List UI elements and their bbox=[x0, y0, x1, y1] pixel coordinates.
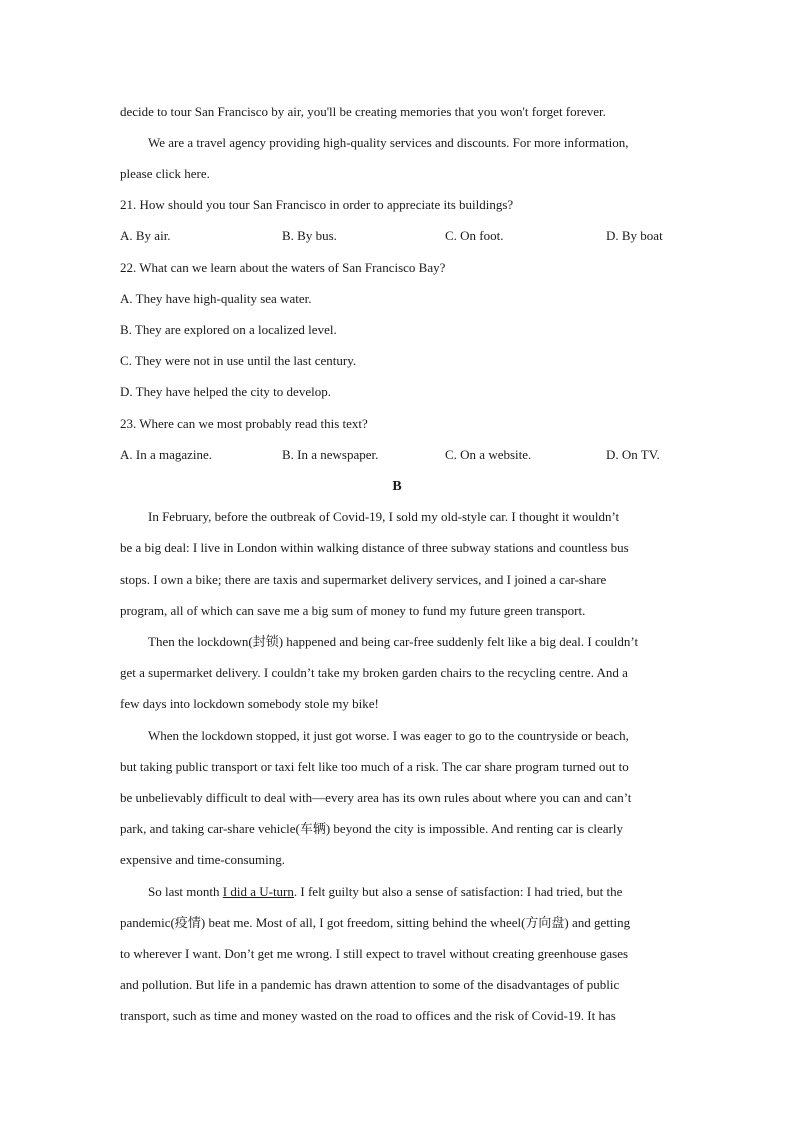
passage-b-line: Then the lockdown(封锁) happened and being car-free suddenly felt like a big deal. I couldn’t bbox=[148, 634, 639, 649]
passage-b-line: In February, before the outbreak of Covid-19, I sold my old-style car. I thought it wouldn’t bbox=[148, 509, 620, 524]
section-heading: B bbox=[392, 479, 402, 494]
passage-b-line: When the lockdown stopped, it just got worse. I was eager to go to the countryside or beach, bbox=[148, 728, 629, 743]
passage-b-line: but taking public transport or taxi felt like too much of a risk. The car share program turned out to bbox=[120, 759, 629, 774]
passage-b-line: park, and taking car-share vehicle(车辆) beyond the city is impossible. And renting car is clearly bbox=[120, 821, 623, 836]
passage-b-line: and pollution. But life in a pandemic has drawn attention to some of the disadvantages of public bbox=[120, 977, 620, 992]
option-c: C. On foot. bbox=[445, 228, 504, 243]
option-b: B. They are explored on a localized level. bbox=[120, 322, 337, 337]
passage-b-line: be unbelievably difficult to deal with—every area has its own rules about where you can and can’t bbox=[120, 790, 632, 805]
passage-b-line: expensive and time-consuming. bbox=[120, 852, 285, 867]
option-a: A. In a magazine. bbox=[120, 447, 213, 462]
passage-b-line bbox=[148, 883, 708, 901]
passage-b-line: get a supermarket delivery. I couldn’t take my broken garden chairs to the recycling centre. And a bbox=[120, 665, 628, 680]
passage-b-line: pandemic(疫情) beat me. Most of all, I got freedom, sitting behind the wheel(方向盘) and getting bbox=[120, 915, 631, 930]
passage-b-line: be a big deal: I live in London within walking distance of three subway stations and countless bus bbox=[120, 540, 629, 555]
option-a: A. They have high-quality sea water. bbox=[120, 291, 312, 306]
passage-b-line: to wherever I want. Don’t get me wrong. I still expect to travel without creating greenhouse gases bbox=[120, 946, 629, 961]
passage-b-line: stops. I own a bike; there are taxis and supermarket delivery services, and I joined a car-share bbox=[120, 572, 607, 587]
passage-a-line: please click here. bbox=[120, 166, 210, 181]
option-d: D. By boat bbox=[606, 228, 663, 243]
passage-b-line: program, all of which can save me a big sum of money to fund my future green transport. bbox=[120, 603, 586, 618]
underlined-phrase: I did a U-turn bbox=[222, 884, 294, 899]
option-d: D. They have helped the city to develop. bbox=[120, 384, 331, 399]
question-23-stem: 23. Where can we most probably read this text? bbox=[120, 416, 368, 431]
passage-a-line: decide to tour San Francisco by air, you'll be creating memories that you won't forget forever. bbox=[120, 104, 606, 119]
option-d: D. On TV. bbox=[606, 447, 660, 462]
text-run: . I felt guilty but also a sense of satisfaction: I had tried, but the bbox=[293, 884, 623, 899]
question-21-options bbox=[120, 227, 680, 245]
question-23-options bbox=[120, 446, 680, 464]
question-22-stem: 22. What can we learn about the waters of San Francisco Bay? bbox=[120, 260, 446, 275]
passage-b-line: few days into lockdown somebody stole my bike! bbox=[120, 696, 379, 711]
text-run: So last month bbox=[148, 884, 223, 899]
option-b: B. By bus. bbox=[282, 228, 337, 243]
passage-a-line: We are a travel agency providing high-quality services and discounts. For more information, bbox=[148, 135, 629, 150]
option-a: A. By air. bbox=[120, 228, 171, 243]
passage-b-line: transport, such as time and money wasted on the road to offices and the risk of Covid-19. It has bbox=[120, 1008, 616, 1023]
option-b: B. In a newspaper. bbox=[282, 447, 379, 462]
option-c: C. On a website. bbox=[445, 447, 532, 462]
question-21-stem: 21. How should you tour San Francisco in order to appreciate its buildings? bbox=[120, 197, 514, 212]
option-c: C. They were not in use until the last century. bbox=[120, 353, 357, 368]
